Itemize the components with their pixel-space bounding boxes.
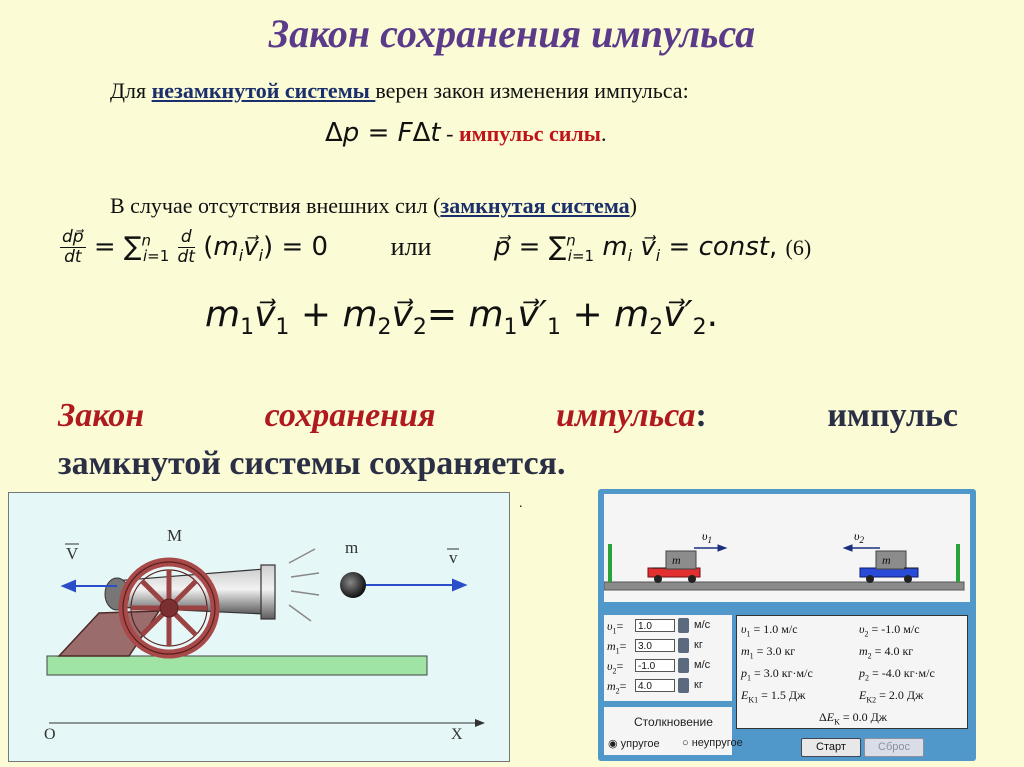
cannonball: [340, 572, 366, 598]
result-p1: $p_1 = 3.0$ кг·м/с: [741, 666, 813, 683]
collision-label: Столкновение: [634, 715, 713, 729]
start-button[interactable]: Старт: [801, 738, 861, 757]
m2-input[interactable]: 4.0: [635, 679, 675, 692]
v2-input-label: $\upsilon_2=$: [607, 659, 624, 676]
line2-prefix: В случае отсутствия внешних сил (: [110, 193, 441, 218]
law-word-3: импульса: [556, 397, 696, 434]
v2-unit: м/с: [694, 659, 711, 671]
force-impulse-label: импульс силы: [458, 121, 601, 146]
law-word-2: сохранения: [264, 397, 436, 434]
right-wall: [956, 544, 960, 582]
law-colon: :: [695, 397, 707, 434]
collision-type-panel: [604, 707, 743, 755]
axis-origin-label: O: [44, 726, 56, 743]
axis-x-label: X: [451, 726, 463, 743]
line1-prefix: Для: [110, 78, 152, 103]
ground-platform: [47, 656, 427, 675]
law-statement: [58, 392, 958, 488]
stray-dot: .: [519, 496, 523, 511]
result-ek1: $E_{K1} = 1.5$ Дж: [741, 688, 806, 705]
label-v: v: [449, 548, 458, 567]
result-delta-ek: $\Delta E_K = 0.0$ Дж: [819, 710, 888, 727]
label-V: V: [66, 544, 79, 563]
collision-simulator: [598, 489, 976, 761]
svg-text:υ1: $\upsilon_1$: [702, 529, 713, 545]
input-panel: [604, 615, 732, 701]
eq1-sep: -: [440, 121, 459, 146]
m2-input-label: $m_2=$: [607, 679, 627, 696]
momentum-sum-equation: $\frac{dp⃗}{dt}$ = ∑$^n_{i=1}$ $\frac{d}{dt}$ $(m_iv⃗_i) = 0$ или p⃗ = ∑$^n_{i=1}$ $m_i$ $v⃗_i$ = const, (6): [62, 227, 812, 267]
equation-number: (6): [785, 235, 812, 260]
track: [604, 582, 964, 590]
result-m2: $m_2 = 4.0$ кг: [859, 644, 914, 661]
const-word: const: [698, 232, 769, 262]
result-p2: $p_2 = -4.0$ кг·м/с: [859, 666, 935, 683]
inelastic-radio[interactable]: ○ неупругое: [682, 737, 743, 749]
results-panel: [736, 615, 968, 729]
impulse-equation: Δp = FΔt - импульс силы.: [325, 118, 607, 148]
law-line-2: замкнутой системы сохраняется.: [58, 445, 566, 482]
line1-suffix: верен закон изменения импульса:: [375, 78, 689, 103]
two-body-equation: $m_1v⃗_1$ + $m_2v⃗_2=$ $m_1v⃗'_1$ + $m_2v⃗'_2$.: [205, 294, 719, 341]
v2-input[interactable]: -1.0: [635, 659, 675, 672]
or-word: или: [390, 232, 432, 261]
open-system-link[interactable]: незамкнутой системы: [151, 78, 376, 103]
sim-track-view: [604, 494, 970, 602]
result-ek2: $E_{K2} = 2.0$ Дж: [859, 688, 924, 705]
law-word-1: Закон: [58, 397, 145, 434]
m1-spinner[interactable]: [678, 638, 689, 653]
label-m: m: [345, 538, 359, 557]
cart-1-label: m: [672, 553, 681, 567]
blast-lines: [289, 549, 319, 621]
m2-spinner[interactable]: [678, 678, 689, 693]
elastic-radio[interactable]: ◉ упругое: [608, 738, 660, 750]
closed-system-line: [110, 193, 637, 219]
law-word-4: импульс: [827, 397, 958, 434]
svg-text:υ2: $\upsilon_2$: [854, 529, 865, 545]
reset-button[interactable]: Сброс: [864, 738, 924, 757]
result-v1: $\upsilon_1 = 1.0$ м/с: [741, 622, 798, 639]
cannon-wheel: [123, 562, 215, 654]
closed-system-link[interactable]: замкнутая система: [440, 193, 630, 218]
v2-spinner[interactable]: [678, 658, 689, 673]
result-m1: $m_1 = 3.0$ кг: [741, 644, 796, 661]
open-system-line: [110, 78, 689, 104]
v1-input[interactable]: 1.0: [635, 619, 675, 632]
cart-2-label: m: [882, 553, 891, 567]
line2-suffix: ): [629, 193, 637, 218]
m1-input[interactable]: 3.0: [635, 639, 675, 652]
v1-unit: м/с: [694, 619, 711, 631]
m2-unit: кг: [694, 679, 703, 691]
v1-input-label: $\upsilon_1=$: [607, 619, 624, 636]
left-wall: [608, 544, 612, 582]
result-v2: $\upsilon_2 = -1.0$ м/с: [859, 622, 920, 639]
cannon-illustration: [8, 492, 510, 762]
cannon-diagram: [9, 493, 509, 761]
m1-input-label: $m_1=$: [607, 639, 627, 656]
slide-title: Закон сохранения импульса: [268, 11, 756, 56]
v1-spinner[interactable]: [678, 618, 689, 633]
barrel-muzzle: [261, 565, 275, 619]
label-M: M: [167, 526, 183, 545]
eq1-end: .: [600, 121, 607, 146]
m1-unit: кг: [694, 639, 703, 651]
